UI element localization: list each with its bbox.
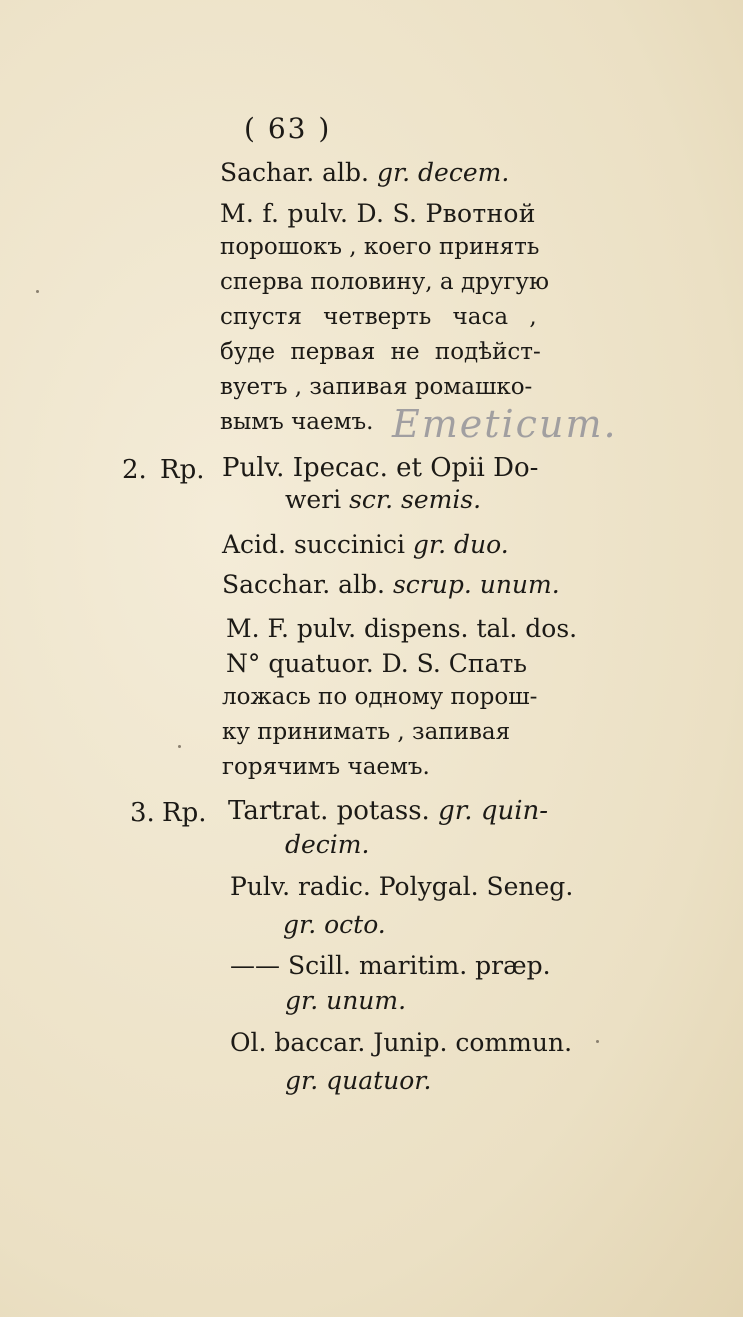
text-line: спустя четверть часа , — [220, 304, 537, 330]
text-line: буде первая не подѣйст- — [220, 339, 541, 365]
text-line: сперва половину, а другую — [220, 269, 549, 295]
italic-run: gr. quin- — [438, 796, 549, 826]
text-run: Acid. succinici — [222, 530, 413, 559]
handwritten-annotation: Emeticum. — [392, 402, 618, 446]
item-number: 2. — [122, 455, 147, 485]
text-run: weri — [285, 485, 350, 514]
text-line — [222, 572, 560, 597]
text-line: —— Scill. maritim. præp. — [230, 951, 551, 980]
item-number: 3. — [130, 798, 155, 828]
italic-run: scr. semis. — [349, 485, 482, 514]
text-line: Pulv. Ipecac. et Opii Do- — [222, 453, 539, 483]
text-line — [228, 798, 548, 824]
text-line — [220, 160, 509, 185]
paper-speck — [178, 745, 181, 748]
italic-run: gr. duo. — [412, 530, 509, 559]
text-line: порошокъ , коего принять — [220, 234, 540, 260]
text-line: gr. unum. — [285, 986, 407, 1015]
text-line: вуетъ , запивая ромашко- — [220, 374, 533, 400]
recipe-symbol: Rp. — [160, 455, 205, 485]
text-line: N° quatuor. D. S. Спать — [226, 649, 527, 678]
text-line: ложась по одному порош- — [222, 684, 538, 710]
text-line: gr. octo. — [283, 910, 386, 939]
text-line — [285, 487, 481, 512]
text-line: Pulv. radic. Polygal. Seneg. — [230, 872, 574, 901]
paper-speck — [596, 1040, 599, 1043]
page-number: ( 63 ) — [244, 112, 332, 145]
text-line: вымъ чаемъ. — [220, 409, 374, 435]
text-line: Ol. baccar. Junip. commun. — [230, 1028, 573, 1057]
text-line: ку принимать , запивая — [222, 719, 511, 745]
text-line: M. f. pulv. D. S. Рвотной — [220, 199, 536, 228]
text-run: Sachar. alb. — [220, 158, 377, 187]
text-run: Sacchar. alb. — [222, 570, 393, 599]
text-line: decim. — [285, 830, 370, 859]
text-line: M. F. pulv. dispens. tal. dos. — [226, 614, 578, 643]
text-line — [222, 532, 509, 557]
text-line: gr. quatuor. — [285, 1066, 432, 1095]
text-line: горячимъ чаемъ. — [222, 754, 430, 780]
italic-run: gr. decem. — [376, 158, 510, 187]
paper-speck — [36, 290, 39, 293]
italic-run: scrup. unum. — [392, 570, 560, 599]
text-run: Tartrat. potass. — [228, 796, 439, 826]
recipe-symbol: Rp. — [162, 798, 207, 828]
